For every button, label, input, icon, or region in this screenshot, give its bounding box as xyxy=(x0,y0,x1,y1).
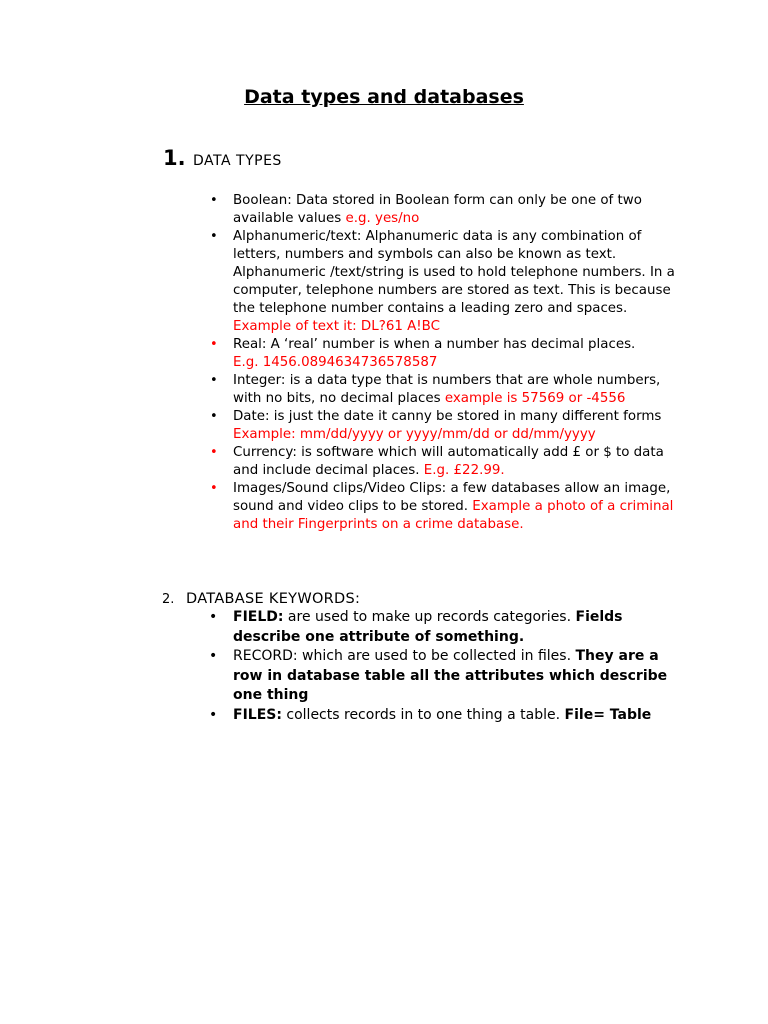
list-item-currency: • Currency: is software which will automatically add £ or $ to data and include decimal places. E.g. £22.99. xyxy=(210,445,664,478)
section-2-title: DATABASE KEYWORDS: xyxy=(186,591,361,607)
list-item-real: • Real: A ‘real’ number is when a number has decimal places. E.g. 1456.0894634736578587 xyxy=(210,337,636,370)
bullet-icon: • xyxy=(209,706,218,723)
bullet-icon: • xyxy=(210,337,218,352)
bullet-icon: • xyxy=(210,481,218,496)
list-item-alphanumeric: • Alphanumeric/text: Alphanumeric data is any combination of letters, numbers and symbols can also be known as text. Alphanumeric /text/string is used to hold telephone numbers. In a computer, telephone numbers are stored as text. This is because the telephone number contains a leading zero and spaces. Example of text it: DL?61 A!BC xyxy=(210,229,675,334)
list-item-date: • Date: is just the date it canny be stored in many different forms Example: mm/dd/yyyy or yyyy/mm/dd or dd/mm/yyyy xyxy=(210,409,662,442)
bullet-icon: • xyxy=(210,409,218,424)
database-keywords-list xyxy=(209,608,679,725)
data-types-list xyxy=(210,192,680,534)
section-1-number: 1. xyxy=(163,146,186,170)
section-1-heading xyxy=(163,146,282,170)
bullet-icon: • xyxy=(210,229,218,244)
section-2-number: 2. xyxy=(162,592,175,607)
section-1-title: DATA TYPES xyxy=(193,153,282,169)
list-item-record: • RECORD: which are used to be collected in files. They are a row in database table all the attributes which describe one thing xyxy=(209,648,668,703)
bullet-icon: • xyxy=(210,193,218,208)
bullet-icon: • xyxy=(210,373,218,388)
list-item-files: • FILES: collects records in to one thing a table. File= Table xyxy=(209,706,679,726)
bullet-icon: • xyxy=(210,445,218,460)
list-item-boolean: • Boolean: Data stored in Boolean form can only be one of two available values e.g. yes/no xyxy=(210,193,642,226)
section-2-heading xyxy=(162,591,360,607)
bullet-icon: • xyxy=(209,609,218,625)
list-item-media: • Images/Sound clips/Video Clips: a few databases allow an image, sound and video clips to be stored. Example a photo of a criminal and their Fingerprints on a crime database. xyxy=(210,481,674,532)
page-title: Data types and databases xyxy=(244,86,524,108)
bullet-icon: • xyxy=(209,648,218,664)
list-item-field: • FIELD: are used to make up records categories. Fields describe one attribute of something. xyxy=(209,609,623,645)
list-item-integer: • Integer: is a data type that is numbers that are whole numbers, with no bits, no decimal places example is 57569 or -4556 xyxy=(210,373,661,406)
